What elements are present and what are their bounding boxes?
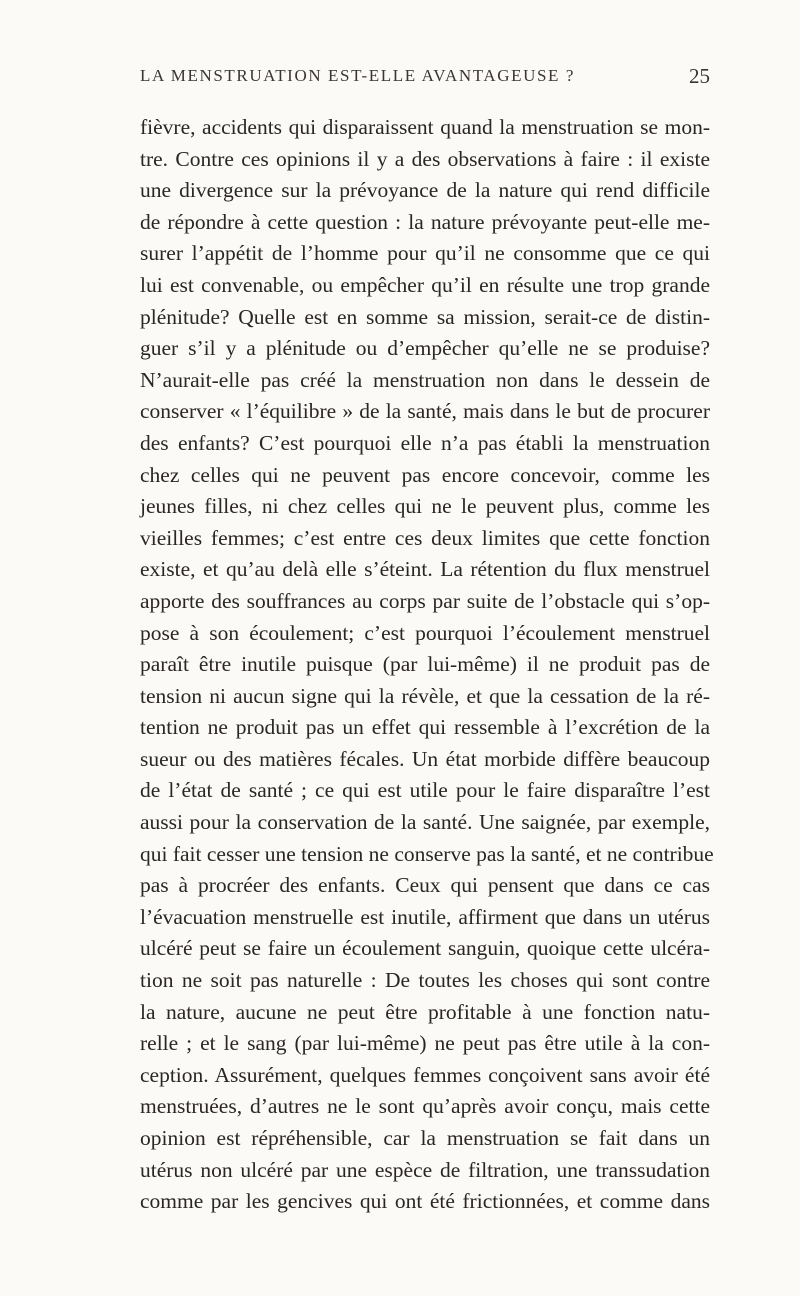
text-line: des enfants? C’est pourquoi elle n’a pas établi la menstruation	[140, 430, 710, 455]
text-line: menstruées, d’autres ne le sont qu’après avoir conçu, mais cette	[140, 1094, 710, 1119]
text-line: ception. Assurément, quelques femmes conçoivent sans avoir été	[140, 1062, 710, 1087]
text-line: plénitude? Quelle est en somme sa mission, serait-ce de distin-	[140, 304, 710, 329]
text-line: aussi pour la conservation de la santé. Une saignée, par exemple,	[140, 810, 710, 835]
text-line: sueur ou des matières fécales. Un état morbide diffère beaucoup	[140, 746, 710, 771]
text-line: de répondre à cette question : la nature prévoyante peut-elle me-	[140, 209, 710, 234]
text-line: vieilles femmes; c’est entre ces deux limites que cette fonction	[140, 525, 710, 550]
text-line: fièvre, accidents qui disparaissent quand la menstruation se mon-	[140, 115, 710, 139]
text-line: apporte des souffrances au corps par suite de l’obstacle qui s’op-	[140, 588, 710, 613]
text-line: une divergence sur la prévoyance de la nature qui rend difficile	[140, 178, 710, 203]
text-line: ulcéré peut se faire un écoulement sanguin, quoique cette ulcéra-	[140, 936, 710, 961]
text-line: tre. Contre ces opinions il y a des observations à faire : il existe	[140, 146, 710, 171]
text-line: qui fait cesser une tension ne conserve pas la santé, et ne contribue	[140, 841, 714, 866]
text-line: conserver « l’équilibre » de la santé, mais dans le but de procurer	[140, 399, 710, 424]
text-line: jeunes filles, ni chez celles qui ne le peuvent plus, comme les	[140, 494, 710, 519]
text-line: comme par les gencives qui ont été frictionnées, et comme dans	[140, 1189, 710, 1214]
text-line: existe, et qu’au delà elle s’éteint. La rétention du flux menstruel	[140, 557, 710, 582]
text-line: la nature, aucune ne peut être profitable à une fonction natu-	[140, 999, 710, 1024]
page-number: 25	[689, 64, 710, 88]
text-line: paraît être inutile puisque (par lui-même) il ne produit pas de	[140, 652, 710, 677]
text-line: l’évacuation menstruelle est inutile, affirment que dans un utérus	[140, 904, 710, 929]
text-line: chez celles qui ne peuvent pas encore concevoir, comme les	[140, 462, 710, 487]
text-line: tention ne produit pas un effet qui ressemble à l’excrétion de la	[140, 715, 710, 740]
text-line: utérus non ulcéré par une espèce de filtration, une transsudation	[140, 1157, 710, 1182]
page-header	[140, 66, 710, 94]
text-line: pas à procréer des enfants. Ceux qui pensent que dans ce cas	[140, 873, 710, 898]
text-line: guer s’il y a plénitude ou d’empêcher qu’elle ne se produise?	[140, 336, 710, 361]
text-line: surer l’appétit de l’homme pour qu’il ne consomme que ce qui	[140, 241, 710, 266]
text-line: tension ni aucun signe qui la révèle, et que la cessation de la ré-	[140, 683, 710, 708]
text-line: opinion est répréhensible, car la menstruation se fait dans un	[140, 1126, 710, 1150]
text-line: N’aurait-elle pas créé la menstruation non dans le dessein de	[140, 367, 710, 392]
text-line: lui est convenable, ou empêcher qu’il en résulte une trop grande	[140, 272, 710, 297]
running-title: LA MENSTRUATION EST-ELLE AVANTAGEUSE ?	[140, 66, 576, 85]
text-line: relle ; et le sang (par lui-même) ne peut pas être utile à la con-	[140, 1031, 710, 1056]
body-text	[140, 112, 714, 1218]
text-line: tion ne soit pas naturelle : De toutes les choses qui sont contre	[140, 968, 710, 993]
text-line: pose à son écoulement; c’est pourquoi l’écoulement menstruel	[140, 620, 710, 645]
text-line: de l’état de santé ; ce qui est utile pour le faire disparaître l’est	[140, 778, 710, 803]
